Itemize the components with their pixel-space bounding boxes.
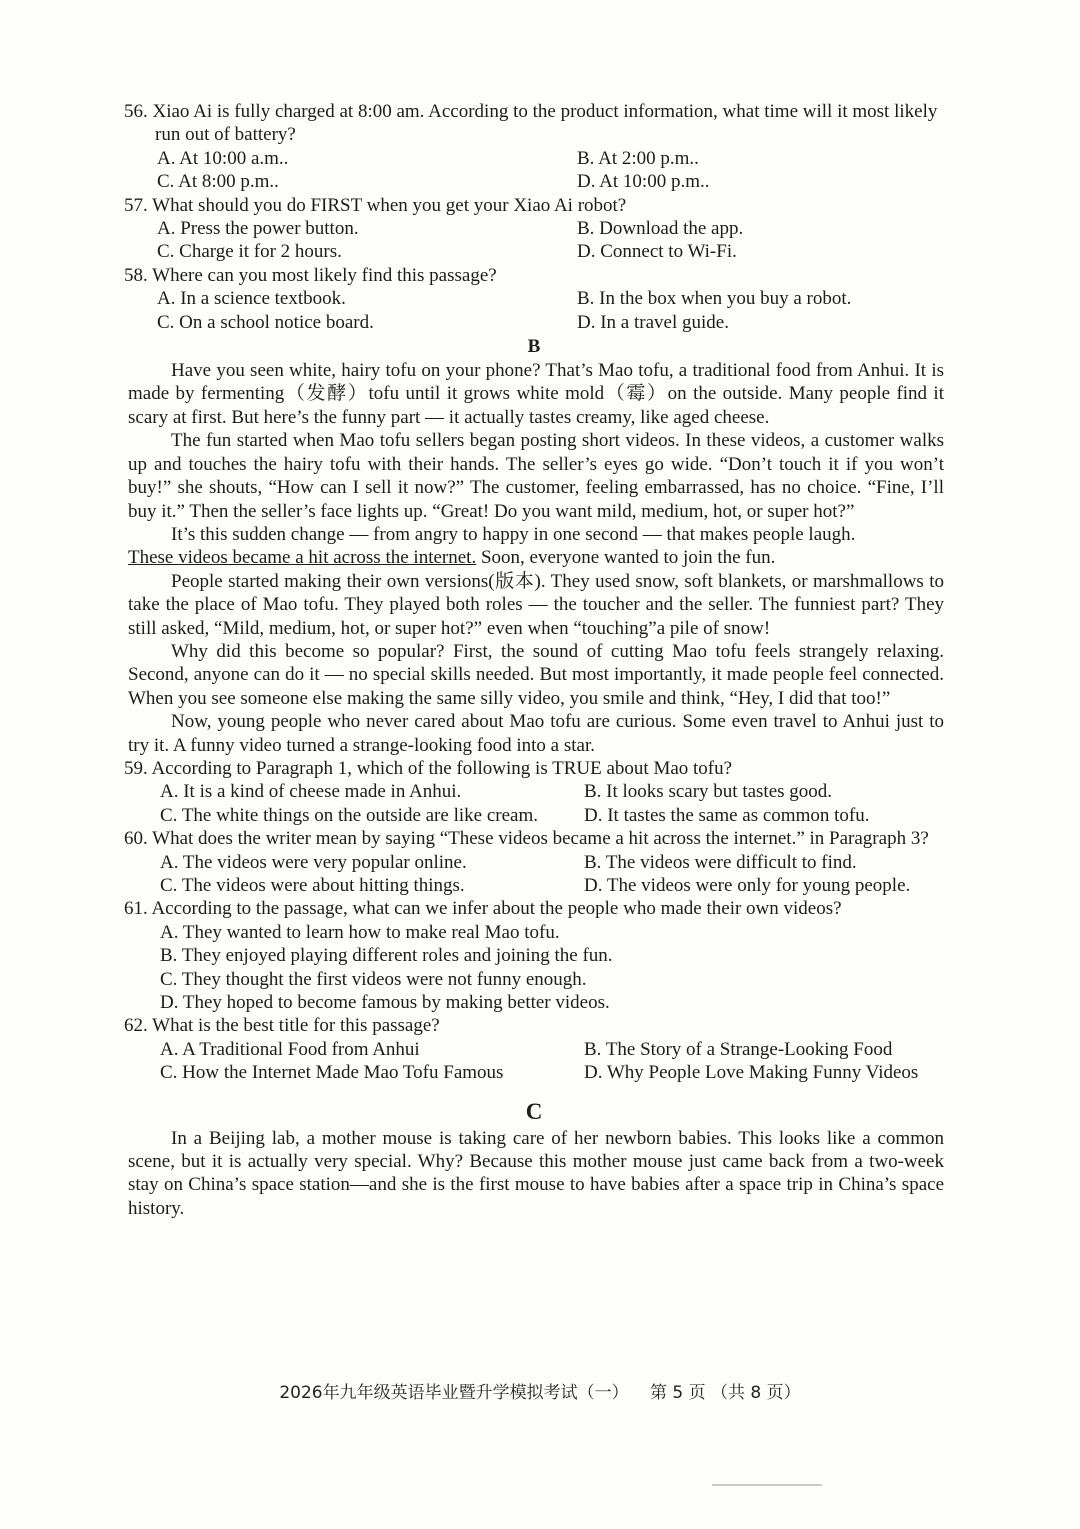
question-59-option-c[interactable]: C. The white things on the outside are like cream. — [160, 804, 538, 826]
question-60-option-d[interactable]: D. The videos were only for young people. — [584, 875, 911, 896]
question-57-options — [124, 217, 944, 264]
section-c-passage — [124, 1127, 944, 1221]
page-content — [124, 100, 944, 1220]
passage-b-paragraph-4: People started making their own versions(版本). They used snow, soft blankets, or marshmallows to take the place of Mao tofu. They played both roles — the toucher and the seller. The funniest part? They still asked, “Mild, medium, hot, or super hot?” even when “touching”a pile of snow! — [128, 570, 944, 639]
question-57-option-a[interactable]: A. Press the power button. — [157, 218, 359, 240]
question-58-option-a[interactable]: A. In a science textbook. — [157, 288, 346, 310]
section-b-heading: B — [527, 336, 541, 358]
question-57-option-c[interactable]: C. Charge it for 2 hours. — [157, 241, 342, 263]
question-59-option-a[interactable]: A. It is a kind of cheese made in Anhui. — [160, 781, 462, 803]
question-57-stem: 57. What should you do FIRST when you get your Xiao Ai robot? — [124, 194, 627, 216]
section-b-passage — [124, 359, 944, 757]
question-61-option-d[interactable]: D. They hoped to become famous by making better videos. — [160, 992, 610, 1014]
question-56-option-d[interactable]: D. At 10:00 p.m.. — [577, 171, 710, 193]
question-60-option-a[interactable]: A. The videos were very popular online. — [160, 851, 467, 873]
exam-title: 2026年九年级英语毕业暨升学模拟考试（一） — [279, 1383, 629, 1403]
question-61-stem: 61. According to the passage, what can we infer about the people who made their own videos? — [124, 898, 842, 920]
page-footer — [0, 1378, 1080, 1403]
question-59-option-d[interactable]: D. It tastes the same as common tofu. — [584, 804, 870, 826]
question-60-option-c[interactable]: C. The videos were about hitting things. — [160, 875, 465, 896]
question-59-options — [124, 780, 944, 827]
question-56-option-a[interactable]: A. At 10:00 a.m.. — [157, 147, 289, 169]
section-c-heading: C — [525, 1098, 543, 1124]
question-56-option-b[interactable]: B. At 2:00 p.m.. — [577, 147, 699, 169]
question-59-stem: 59. According to Paragraph 1, which of the following is TRUE about Mao tofu? — [124, 757, 733, 779]
passage-b-paragraph-1: Have you seen white, hairy tofu on your phone? That’s Mao tofu, a traditional food from Anhui. It is made by fermenting（发酵）tofu until it grows white mold（霉）on the outside. Many people find it scary at first. But here’s the funny part — it actually tastes creamy, like aged cheese. — [128, 360, 944, 428]
question-61-option-a[interactable]: A. They wanted to learn how to make real Mao tofu. — [160, 921, 560, 943]
question-58-option-c[interactable]: C. On a school notice board. — [157, 311, 374, 333]
question-56-option-c[interactable]: C. At 8:00 p.m.. — [157, 171, 279, 193]
question-62-option-b[interactable]: B. The Story of a Strange-Looking Food — [584, 1038, 893, 1060]
question-57-option-d[interactable]: D. Connect to Wi-Fi. — [577, 241, 737, 263]
page-number: 第 5 页 （共 8 页） — [650, 1383, 801, 1403]
passage-b-paragraph-3-start: It’s this sudden change — from angry to happy in one second — that makes people laugh. — [171, 523, 856, 545]
question-56-options — [124, 147, 944, 194]
question-58-option-b[interactable]: B. In the box when you buy a robot. — [577, 288, 852, 310]
underlined-sentence: These videos became a hit across the internet. — [128, 547, 477, 569]
question-60-stem: 60. What does the writer mean by saying “These videos became a hit across the internet.” in Paragraph 3? — [124, 828, 929, 850]
question-62-option-c[interactable]: C. How the Internet Made Mao Tofu Famous — [160, 1062, 504, 1084]
passage-c-paragraph-1: In a Beijing lab, a mother mouse is taking care of her newborn babies. This looks like a common scene, but it is actually very special. Why? Because this mother mouse just came back from a two-week stay on China’s space station—and she is the first mouse to have babies after a space trip in China’s space history. — [128, 1127, 944, 1219]
question-62-option-a[interactable]: A. A Traditional Food from Anhui — [160, 1038, 420, 1060]
passage-b-paragraph-2: The fun started when Mao tofu sellers began posting short videos. In these videos, a customer walks up and touches the hairy tofu with their hands. The seller’s eyes go wide. “Don’t touch it if you won’t buy!” she shouts, “How can I sell it now?” The customer, feeling embarrassed, has no choice. “Fine, I’ll buy it.” Then the seller’s face lights up. “Great! Do you want mild, medium, hot, or super hot?” — [128, 430, 944, 522]
question-62-stem: 62. What is the best title for this passage? — [124, 1015, 440, 1037]
question-62-options — [124, 1038, 944, 1085]
question-62-option-d[interactable]: D. Why People Love Making Funny Videos — [584, 1062, 919, 1084]
question-60-option-b[interactable]: B. The videos were difficult to find. — [584, 851, 857, 873]
question-61-option-c[interactable]: C. They thought the first videos were not funny enough. — [160, 968, 587, 990]
passage-b-paragraph-6: Now, young people who never cared about Mao tofu are curious. Some even travel to Anhui just to try it. A funny video turned a strange-looking food into a star. — [128, 711, 944, 756]
question-58-option-d[interactable]: D. In a travel guide. — [577, 311, 729, 333]
question-60-options — [124, 851, 944, 898]
passage-b-paragraph-5: Why did this become so popular? First, the sound of cutting Mao tofu feels strangely relaxing. Second, anyone can do it — no special skills needed. But most importantly, it made people feel connected. When you see someone else making the same silly video, you smile and think, “Hey, I did that too!” — [128, 640, 944, 709]
question-56-stem: 56. Xiao Ai is fully charged at 8:00 am. According to the product information, what time will it most likely run out of battery? — [124, 101, 938, 146]
scan-artifact-line — [712, 1484, 822, 1486]
question-59-option-b[interactable]: B. It looks scary but tastes good. — [584, 781, 833, 803]
passage-b-paragraph-3 — [128, 523, 944, 570]
question-57-option-b[interactable]: B. Download the app. — [577, 218, 744, 240]
question-58-stem: 58. Where can you most likely find this passage? — [124, 264, 497, 286]
passage-b-paragraph-3-end: Soon, everyone wanted to join the fun. — [476, 547, 776, 569]
question-58-options — [124, 287, 944, 334]
question-61-option-b[interactable]: B. They enjoyed playing different roles and joining the fun. — [160, 945, 613, 967]
